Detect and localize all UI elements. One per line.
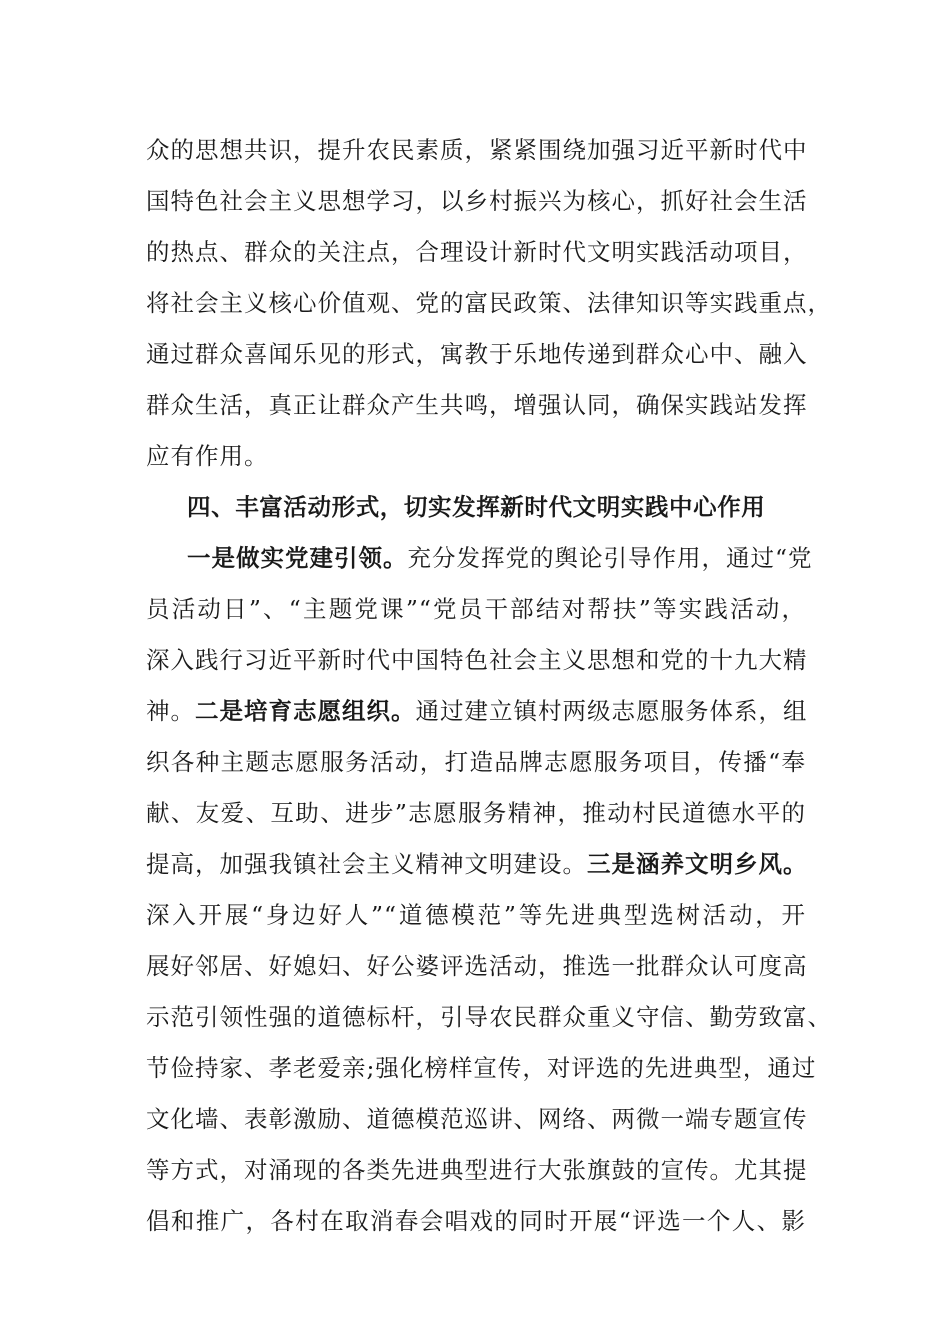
paragraph-line: 应有作用。: [146, 442, 269, 470]
paragraph-line: 深入开展“身边好人”“道德模范”等先进典型选树活动，开: [146, 901, 806, 929]
paragraph-text: 通过建立镇村两级志愿服务体系，组: [415, 697, 808, 725]
paragraph-line: 节俭持家、孝老爱亲;强化榜样宣传，对评选的先进典型，通过: [146, 1054, 817, 1082]
paragraph-text: 提高，加强我镇社会主义精神文明建设。: [146, 850, 587, 878]
paragraph-line: 展好邻居、好媳妇、好公婆评选活动，推选一批群众认可度高: [146, 952, 808, 980]
paragraph-line: 深入践行习近平新时代中国特色社会主义思想和党的十九大精: [146, 646, 808, 674]
paragraph-line: [187, 538, 813, 578]
paragraph-line: 文化墙、表彰激励、道德模范巡讲、网络、两微一端专题宣传: [146, 1105, 808, 1133]
paragraph-line: 国特色社会主义思想学习，以乡村振兴为核心，抓好社会生活: [146, 187, 808, 215]
paragraph-line: 通过群众喜闻乐见的形式，寓教于乐地传递到群众心中、融入: [146, 340, 808, 368]
paragraph-line: 织各种主题志愿服务活动，打造品牌志愿服务项目，传播“奉: [146, 748, 806, 776]
bold-lead-1: 一是做实党建引领。: [187, 544, 408, 572]
paragraph-line: 倡和推广，各村在取消春会唱戏的同时开展“评选一个人、影: [146, 1207, 806, 1235]
paragraph-line: 众的思想共识，提升农民素质，紧紧围绕加强习近平新时代中: [146, 136, 808, 164]
paragraph-text: 神。: [146, 697, 195, 725]
paragraph-line: 将社会主义核心价值观、党的富民政策、法律知识等实践重点，: [146, 289, 832, 317]
paragraph-line: [146, 691, 806, 731]
bold-lead-3: 三是涵养文明乡风。: [587, 850, 808, 878]
paragraph-line: 示范引领性强的道德标杆，引导农民群众重义守信、勤劳致富、: [146, 1003, 832, 1031]
paragraph-text: 充分发挥党的舆论引导作用，通过“党: [407, 544, 813, 572]
paragraph-line: 员活动日”、“主题党课”“党员干部结对帮扶”等实践活动，: [146, 595, 806, 623]
section-heading: 四、丰富活动形式，切实发挥新时代文明实践中心作用: [187, 493, 766, 521]
paragraph-line: 群众生活，真正让群众产生共鸣，增强认同，确保实践站发挥: [146, 391, 808, 419]
paragraph-line: [146, 844, 806, 884]
bold-lead-2: 二是培育志愿组织。: [195, 697, 416, 725]
paragraph-line: 献、友爱、互助、进步”志愿服务精神，推动村民道德水平的: [146, 799, 806, 827]
paragraph-line: 的热点、群众的关注点，合理设计新时代文明实践活动项目，: [146, 238, 808, 266]
paragraph-line: 等方式，对涌现的各类先进典型进行大张旗鼓的宣传。尤其提: [146, 1156, 808, 1184]
